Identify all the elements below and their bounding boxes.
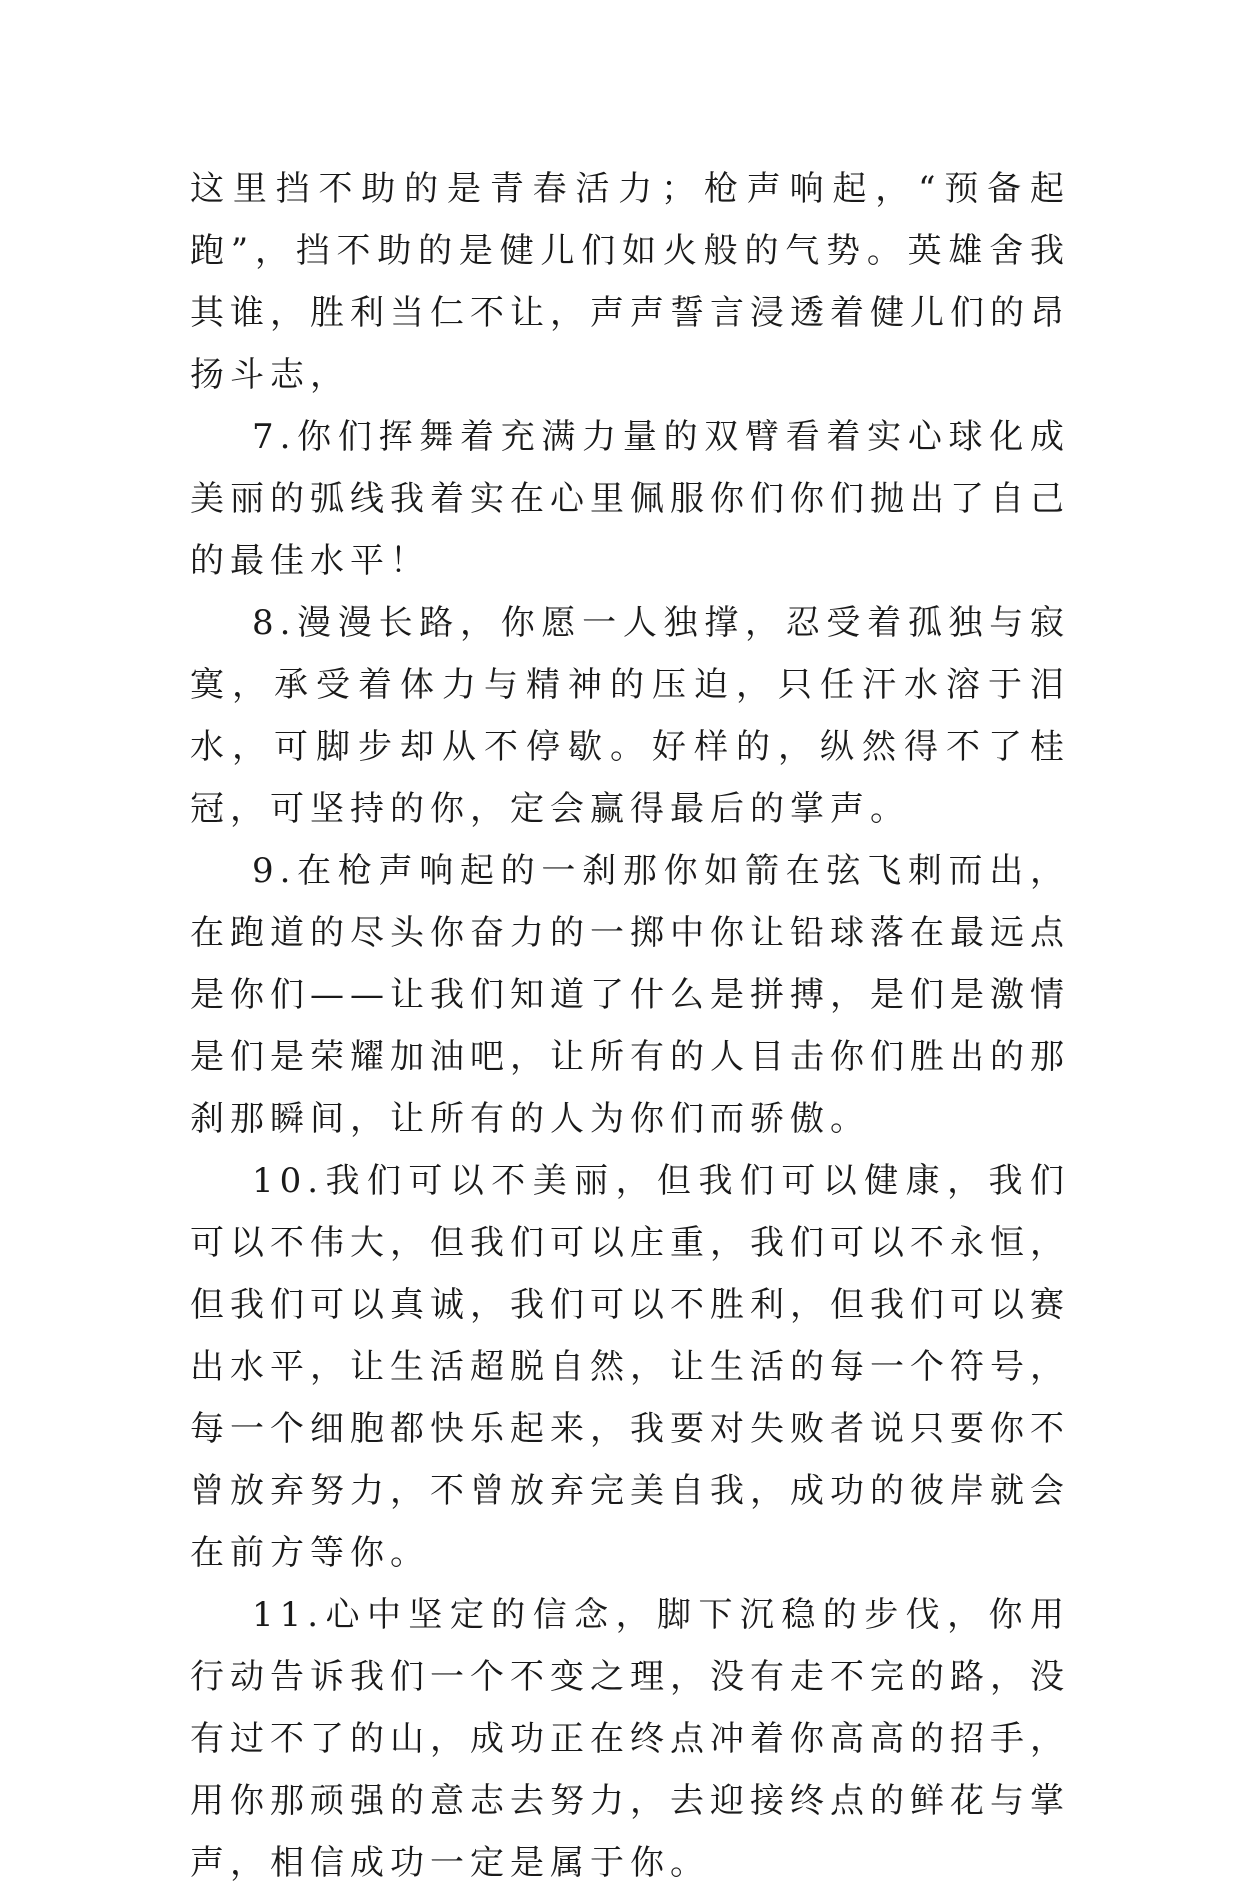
paragraph-10: 10.我们可以不美丽，但我们可以健康，我们可以不伟大，但我们可以庄重，我们可以不永恒，但我们可以真诚，我们可以不胜利，但我们可以赛出水平，让生活超脱自然，让生活的每一个符号，每一个细胞都快乐起来，我要对失败者说只要你不曾放弃努力，不曾放弃完美自我，成功的彼岸就会在前方等你。: [190, 1161, 1070, 1573]
paragraph-11: 11.心中坚定的信念，脚下沉稳的步伐，你用行动告诉我们一个不变之理，没有走不完的路，没有过不了的山，成功正在终点冲着你高高的招手，用你那顽强的意志去努力，去迎接终点的鲜花与掌声，相信成功一定是属于你。: [190, 1595, 1070, 1883]
paragraph-7: 7.你们挥舞着充满力量的双臂看着实心球化成美丽的弧线我着实在心里佩服你们你们抛出了自己的最佳水平！: [190, 417, 1070, 581]
paragraph-9: 9.在枪声响起的一刹那你如箭在弦飞刺而出，在跑道的尽头你奋力的一掷中你让铅球落在最远点是你们——让我们知道了什么是拼搏，是们是激情是们是荣耀加油吧，让所有的人目击你们胜出的那刹那瞬间，让所有的人为你们而骄傲。: [190, 851, 1070, 1139]
document-body: [190, 158, 1070, 1894]
paragraph-8: 8.漫漫长路，你愿一人独撑，忍受着孤独与寂寞，承受着体力与精神的压迫，只任汗水溶于泪水，可脚步却从不停歇。好样的，纵然得不了桂冠，可坚持的你，定会赢得最后的掌声。: [190, 603, 1070, 829]
paragraph-continued: 这里挡不助的是青春活力；枪声响起，“预备起跑”，挡不助的是健儿们如火般的气势。英雄舍我其谁，胜利当仁不让，声声誓言浸透着健儿们的昂扬斗志，: [190, 169, 1070, 395]
